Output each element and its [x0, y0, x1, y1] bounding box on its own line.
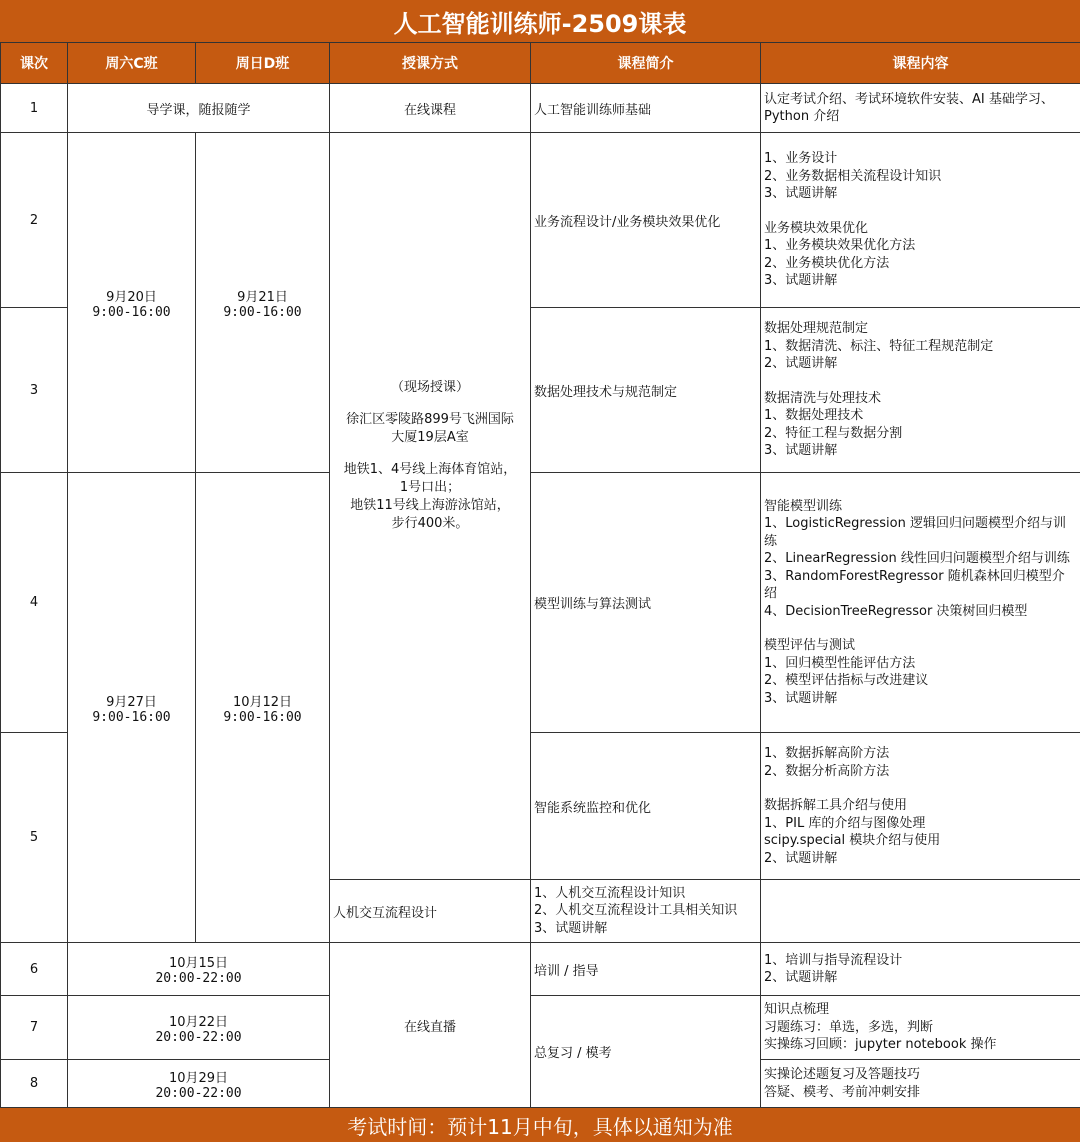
content-line: 3、试题讲解 [534, 920, 608, 936]
content-cell [531, 880, 761, 943]
schedule-table [0, 42, 1080, 1108]
table-header-row [1, 43, 1080, 84]
content-line: 3、RandomForestRegressor 随机森林回归模型介绍 [764, 568, 1065, 602]
schedule-cell [68, 1060, 330, 1108]
content-line: 数据拆解工具介绍与使用 [764, 798, 908, 813]
venue-transit-line: 地铁1、4号线上海体育馆站， [343, 462, 517, 477]
col-header-method: 授课方式 [330, 43, 531, 84]
content-line: 2、模型评估指标与改进建议 [764, 673, 929, 689]
venue-transit-line: 1号口出； [399, 480, 461, 495]
col-header-intro: 课程简介 [531, 43, 761, 84]
content-line: 智能模型训练 [764, 498, 843, 514]
date-text: 10月29日 [168, 1070, 229, 1086]
intro-cell: 人机交互流程设计 [330, 880, 531, 943]
content-line: 1、数据清洗、标注、特征工程规范制定 [764, 338, 994, 354]
table-row [1, 84, 1080, 133]
sunday-schedule-cell [196, 473, 330, 943]
date-text: 10月12日 [232, 694, 293, 710]
date-text: 10月15日 [168, 956, 229, 971]
venue-cell [330, 133, 531, 880]
venue-transit-line: 地铁11号线上海游泳馆站， [350, 498, 510, 513]
content-line: 2、业务模块优化方法 [764, 255, 890, 271]
lesson-number: 7 [1, 996, 68, 1060]
content-line: scipy.special 模块介绍与使用 [764, 833, 941, 848]
content-cell [761, 1060, 1080, 1108]
content-line: 2、特征工程与数据分割 [764, 425, 903, 441]
col-header-content: 课程内容 [761, 43, 1080, 84]
saturday-schedule-cell [68, 473, 196, 943]
lesson-number: 6 [1, 943, 68, 996]
content-cell [761, 733, 1080, 880]
table-row [1, 943, 1080, 996]
content-line: 习题练习：单选，多选，判断 [764, 1019, 934, 1035]
content-cell [761, 133, 1080, 308]
content-line: 1、PIL 库的介绍与图像处理 [764, 815, 926, 831]
intro-cell: 培训 / 指导 [531, 943, 761, 996]
method-cell: 在线课程 [330, 84, 531, 133]
intro-cell: 业务流程设计/业务模块效果优化 [531, 133, 761, 308]
content-line: 知识点梳理 [764, 1002, 830, 1018]
content-line: 答疑、模考、考前冲刺安排 [764, 1084, 921, 1100]
content-cell [761, 473, 1080, 733]
col-header-saturday-class: 周六C班 [68, 43, 196, 84]
content-line: 2、人机交互流程设计工具相关知识 [534, 903, 738, 919]
content-line: 2、LinearRegression 线性回归问题模型介绍与训练 [764, 551, 1070, 567]
content-line: 1、回归模型性能评估方法 [764, 655, 916, 671]
lesson-number: 2 [1, 133, 68, 308]
content-line: 2、试题讲解 [764, 970, 838, 985]
schedule-cell: 导学课，随报随学 [68, 84, 330, 133]
intro-cell: 人工智能训练师基础 [531, 84, 761, 133]
date-text: 9月27日 [106, 694, 157, 710]
col-header-lesson: 课次 [1, 43, 68, 84]
lesson-number: 3 [1, 308, 68, 473]
col-header-sunday-class: 周日D班 [196, 43, 330, 84]
content-line: 3、试题讲解 [764, 273, 838, 289]
content-line: 1、业务设计 [764, 151, 838, 167]
content-line: 实操论述题复习及答题技巧 [764, 1067, 921, 1082]
content-line: 4、DecisionTreeRegressor 决策树回归模型 [764, 603, 1028, 619]
intro-cell: 数据处理技术与规范制定 [531, 308, 761, 473]
content-line: 1、业务模块效果优化方法 [764, 238, 916, 254]
exam-time-footer: 考试时间：预计11月中旬，具体以通知为准 [0, 1108, 1080, 1142]
content-cell [761, 996, 1080, 1060]
venue-address-line: 徐汇区零陵路899号飞洲国际 [346, 412, 514, 427]
lesson-number: 1 [1, 84, 68, 133]
intro-cell: 总复习 / 模考 [531, 996, 761, 1108]
time-text: 20:00-22:00 [155, 1085, 242, 1101]
content-line: 1、培训与指导流程设计 [764, 952, 903, 968]
content-cell [761, 84, 1080, 133]
table-row [1, 133, 1080, 308]
table-row [1, 996, 1080, 1060]
time-text: 9:00-16:00 [92, 304, 171, 320]
venue-mode: （现场授课） [390, 380, 469, 395]
content-line: 2、业务数据相关流程设计知识 [764, 168, 942, 184]
content-line: 业务模块效果优化 [764, 220, 869, 236]
saturday-schedule-cell [68, 133, 196, 473]
venue-transit-line: 步行400米。 [391, 516, 469, 531]
content-line: 2、数据分析高阶方法 [764, 763, 890, 779]
schedule-cell [68, 996, 330, 1060]
lesson-number: 5 [1, 733, 68, 943]
content-cell [761, 943, 1080, 996]
content-line: 模型评估与测试 [764, 638, 856, 654]
date-text: 10月22日 [168, 1014, 229, 1030]
content-line: 认定考试介绍、考试环境软件安装、AI 基础学习、Python 介绍 [764, 91, 1054, 124]
table-row [1, 473, 1080, 733]
lesson-number: 8 [1, 1060, 68, 1108]
date-text: 9月20日 [106, 289, 157, 305]
time-text: 20:00-22:00 [155, 971, 242, 986]
content-line: 3、试题讲解 [764, 186, 838, 202]
intro-cell: 模型训练与算法测试 [531, 473, 761, 733]
content-line: 数据清洗与处理技术 [764, 390, 882, 406]
intro-cell: 智能系统监控和优化 [531, 733, 761, 880]
content-line: 2、试题讲解 [764, 356, 838, 372]
content-line: 实操练习回顾：jupyter notebook 操作 [764, 1037, 997, 1053]
content-line: 3、试题讲解 [764, 690, 838, 706]
content-cell [761, 308, 1080, 473]
lesson-number: 4 [1, 473, 68, 733]
sunday-schedule-cell [196, 133, 330, 473]
time-text: 9:00-16:00 [92, 709, 171, 725]
schedule-cell [68, 943, 330, 996]
date-text: 9月21日 [237, 289, 288, 305]
content-line: 2、试题讲解 [764, 850, 838, 866]
method-cell: 在线直播 [330, 943, 531, 1108]
content-line: 1、数据拆解高阶方法 [764, 746, 890, 761]
time-text: 9:00-16:00 [223, 709, 302, 725]
content-line: 1、数据处理技术 [764, 408, 864, 424]
content-line: 数据处理规范制定 [764, 321, 869, 337]
time-text: 9:00-16:00 [223, 304, 302, 320]
content-line: 1、人机交互流程设计知识 [534, 885, 686, 901]
page-title: 人工智能训练师-2509课表 [0, 0, 1080, 42]
content-line: 3、试题讲解 [764, 443, 838, 459]
time-text: 20:00-22:00 [155, 1029, 242, 1045]
venue-address-line: 大厦19层A室 [391, 430, 469, 445]
content-line: 1、LogisticRegression 逻辑回归问题模型介绍与训练 [764, 516, 1066, 549]
